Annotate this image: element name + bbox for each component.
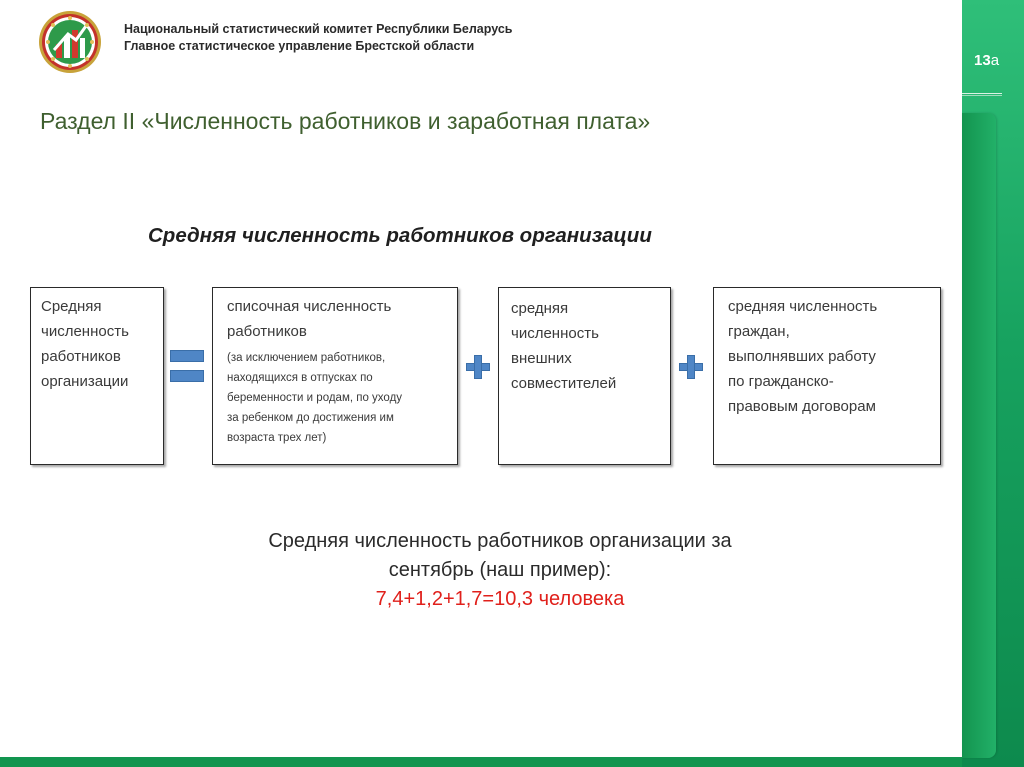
equals-bar-top	[170, 350, 204, 362]
plus-icon	[466, 355, 490, 379]
box2-line: работников	[227, 323, 307, 340]
org-name-line2: Главное статистическое управление Брестской области	[124, 39, 475, 53]
box1-line: численность	[41, 323, 129, 340]
side-card	[962, 113, 996, 758]
box4-line: правовым договорам	[728, 398, 876, 415]
organization-header	[124, 21, 512, 55]
example-result: 7,4+1,2+1,7=10,3 человека	[375, 588, 625, 610]
example-line1: Средняя численность работников организации за	[268, 530, 732, 552]
slide-number-value: 13	[974, 52, 991, 69]
box1-line: Средняя	[41, 298, 102, 315]
box-average-headcount	[30, 287, 164, 465]
org-name-line1: Национальный статистический комитет Республики Беларусь	[124, 22, 513, 36]
example-block	[0, 527, 1000, 614]
box-payroll-headcount	[212, 287, 458, 465]
equals-bar-bottom	[170, 370, 204, 382]
box2-note-line: (за исключением работников,	[227, 352, 386, 364]
section-title: Раздел II «Численность работников и заработная плата»	[40, 108, 651, 134]
box3-line: средняя	[511, 300, 569, 317]
box4-line: выполнявших работу	[728, 348, 876, 365]
equals-icon	[170, 350, 204, 384]
box-civil-contract-workers	[713, 287, 941, 465]
box2-note-line: находящихся в отпусках по	[227, 372, 373, 384]
bottom-bar	[0, 757, 962, 767]
belstat-emblem-icon	[38, 10, 102, 74]
plus-vertical	[687, 355, 695, 379]
box4-line: по гражданско-	[728, 373, 834, 390]
plus-icon	[679, 355, 703, 379]
example-line2: сентябрь (наш пример):	[388, 559, 612, 581]
box1-line: работников	[41, 348, 121, 365]
box2-note	[227, 348, 443, 448]
box3-line: численность	[511, 325, 599, 342]
box2-line: списочная численность	[227, 298, 392, 315]
slide-number-suffix: а	[990, 52, 1000, 69]
box2-note-line: за ребенком до достижения им	[227, 412, 394, 424]
side-divider	[962, 93, 1002, 94]
box-external-part-timers	[498, 287, 671, 465]
box3-line: внешних	[511, 350, 572, 367]
box4-line: средняя численность	[728, 298, 878, 315]
slide-number	[974, 52, 999, 69]
box1-line: организации	[41, 373, 129, 390]
box2-note-line: беременности и родам, по уходу	[227, 392, 403, 404]
box3-line: совместителей	[511, 375, 617, 392]
side-divider-shadow	[962, 95, 1002, 96]
box2-note-line: возраста трех лет)	[227, 432, 327, 444]
formula-title: Средняя численность работников организации	[148, 224, 652, 247]
plus-vertical	[474, 355, 482, 379]
box4-line: граждан,	[728, 323, 790, 340]
